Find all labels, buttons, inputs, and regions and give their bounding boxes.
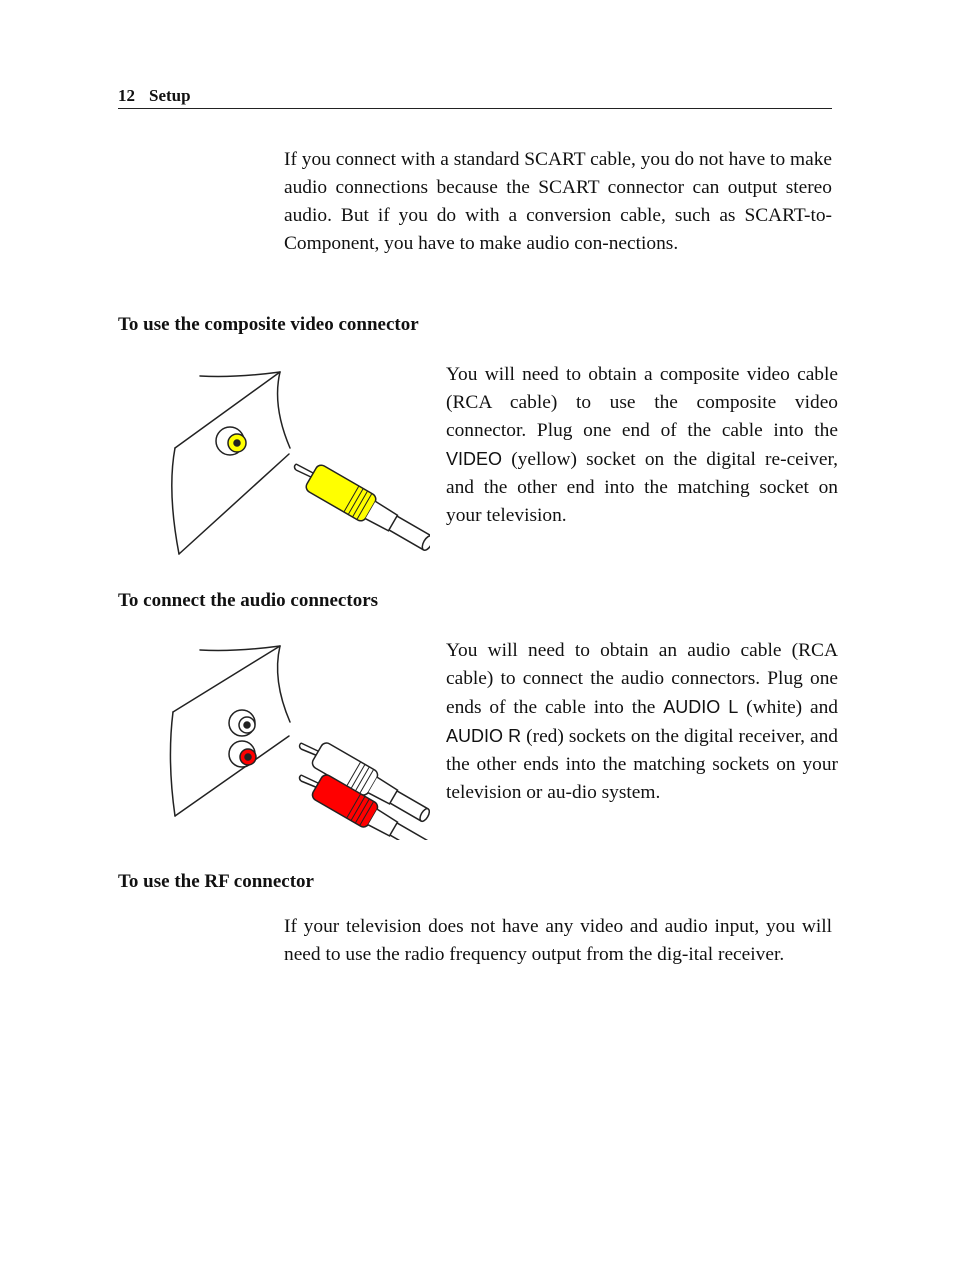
audio-connector-illustration [165,640,430,840]
audio-text-3: (red) sockets on the digital receiver, and the other ends into the matching sockets on your television or au-dio system. [446,726,838,803]
section-title: Setup [149,86,191,105]
panel-bottom-edge [179,454,289,554]
audio-left-label: AUDIO L [663,697,739,717]
video-plug [304,463,430,558]
rf-heading: To use the RF connector [118,871,314,892]
composite-text-1: You will need to obtain a composite video cable (RCA cable) to use the composite video connector. Plug one end of the cable into the [446,364,838,441]
running-head [118,86,832,109]
panel-right-edge [278,646,290,722]
audio-right-socket [229,741,256,767]
audio-heading: To connect the audio connectors [118,590,379,611]
composite-text-2: (yellow) socket on the digital re-ceiver, and the other end into the matching socket on your television. [446,449,838,526]
panel-right-edge [278,372,290,448]
composite-paragraph [446,361,838,530]
rf-paragraph: If your television does not have any video and audio input, you will need to use the radio frequency output from the dig-ital receiver. [284,916,832,965]
composite-connector-illustration [165,366,430,558]
intro-paragraph: If you connect with a standard SCART cable, you do not have to make audio connections because the SCART connector can output stereo audio. But if you do with a conversion cable, such as SCART-to-Component, you have to make audio con-nections. [284,149,832,254]
composite-heading: To use the composite video connector [118,314,419,335]
audio-text-2: (white) and [738,697,838,718]
audio-text-1: You will need to obtain an audio cable (RCA cable) to connect the audio connectors. Plug one ends of the cable into the [446,640,838,718]
panel-top-edge [200,372,280,377]
panel-left-edge [170,712,175,816]
video-socket [216,427,246,455]
panel-left-edge [172,448,179,554]
page-number: 12 [118,86,135,105]
panel-front-top [173,646,280,712]
video-socket-label: VIDEO [446,449,503,469]
panel-top-edge [200,646,280,651]
audio-right-label: AUDIO R [446,726,522,746]
audio-paragraph [446,637,838,807]
audio-left-socket [229,710,255,736]
